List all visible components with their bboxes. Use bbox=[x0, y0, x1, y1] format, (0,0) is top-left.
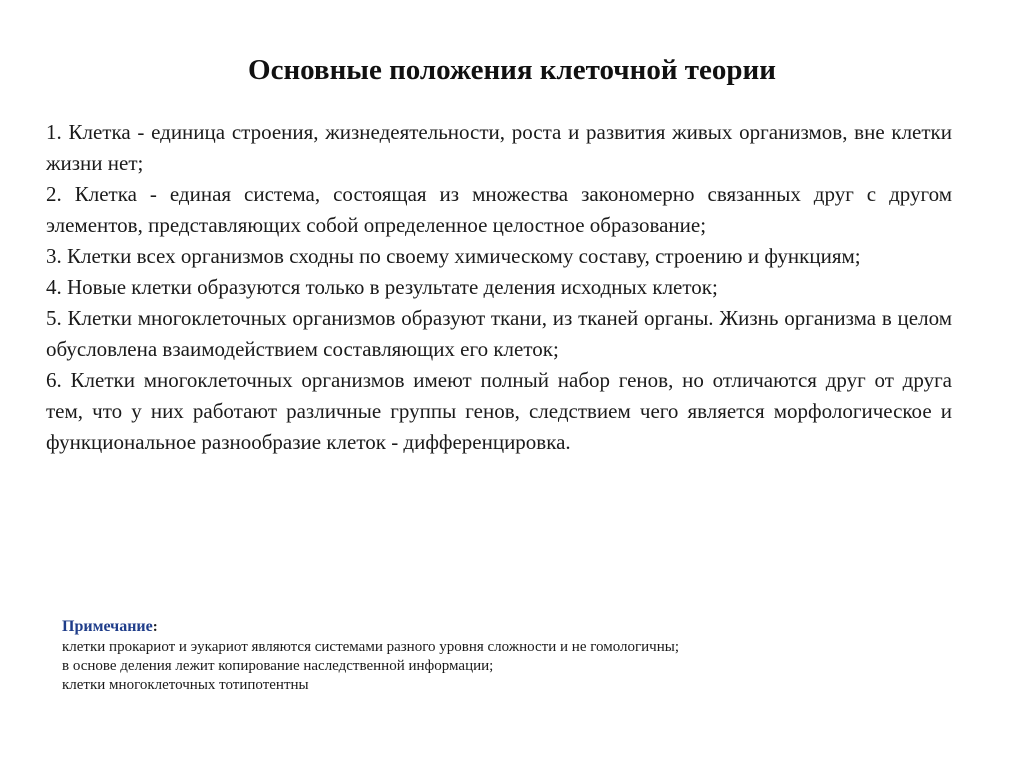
note-colon: : bbox=[152, 619, 158, 635]
theory-point-4: 4. Новые клетки образуются только в результате деления исходных клеток; bbox=[46, 275, 718, 299]
note-line-2: в основе деления лежит копирование наследственной информации; bbox=[62, 658, 494, 674]
theory-point-1: 1. Клетка - единица строения, жизнедеятельности, роста и развития живых организмов, вне клетки жизни нет; bbox=[46, 120, 952, 175]
note-title: Примечание bbox=[62, 618, 153, 635]
slide-title: Основные положения клеточной теории bbox=[248, 54, 776, 86]
theory-point-5: 5. Клетки многоклеточных организмов образуют ткани, из тканей органы. Жизнь организма в целом обусловлена взаимодействием составляющих его клеток; bbox=[46, 306, 952, 361]
theory-point-6: 6. Клетки многоклеточных организмов имеют полный набор генов, но отличаются друг от друга тем, что у них работают различные группы генов, следствием чего является морфологическое и функциональное разнообразие клеток - дифференцировка. bbox=[46, 368, 952, 454]
theory-point-2: 2. Клетка - единая система, состоящая из множества закономерно связанных друг с другом элементов, представляющих собой определенное целостное образование; bbox=[46, 182, 952, 237]
note-heading bbox=[62, 616, 962, 638]
note-line-3: клетки многоклеточных тотипотентны bbox=[62, 677, 309, 693]
note-block bbox=[62, 616, 962, 695]
theory-point-3: 3. Клетки всех организмов сходны по своему химическому составу, строению и функциям; bbox=[46, 244, 861, 268]
note-line-1: клетки прокариот и эукариот являются системами разного уровня сложности и не гомологичны; bbox=[62, 639, 679, 655]
theory-points-list bbox=[46, 117, 952, 458]
